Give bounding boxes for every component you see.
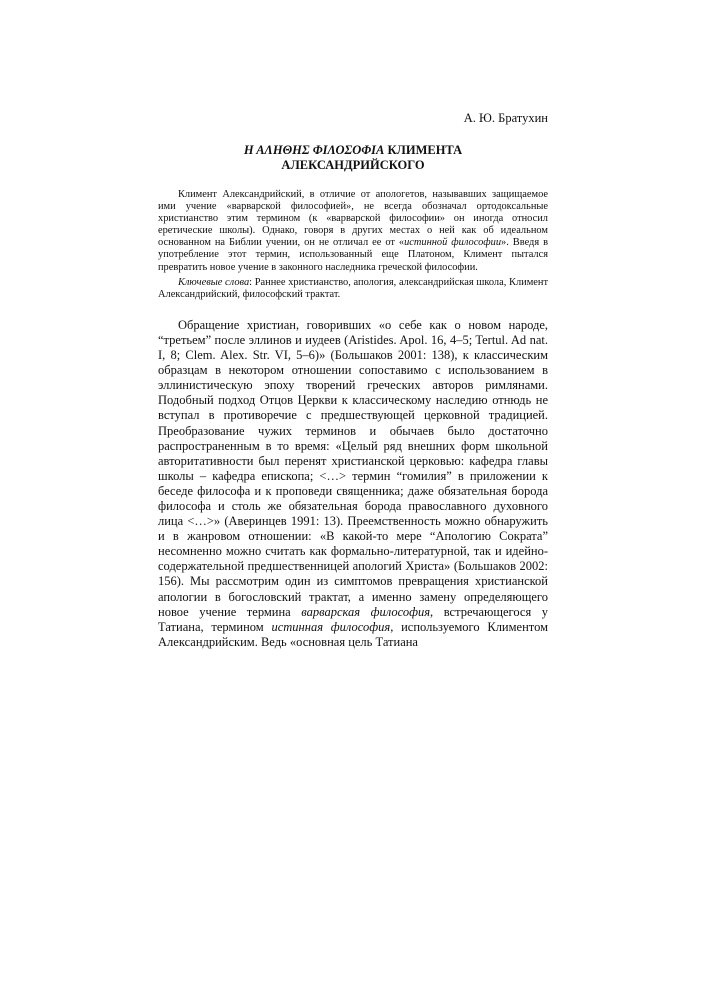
document-page: [158, 110, 548, 650]
body-text-3: , используемого Климентом Александрийским. Ведь «основная цель Татиана: [158, 619, 548, 649]
body-text-2: , встречающегося у Татиана, термином: [158, 604, 549, 634]
body-italic-2: истинная философия: [271, 619, 391, 634]
keywords-label: Ключевые слова: [178, 276, 250, 288]
title-line2: АЛЕКСАНДРИЙСКОГО: [281, 158, 425, 172]
title-greek: Η ΑΛΗΘΗΣ ΦΙΛΟΣΟΦΙΑ: [243, 143, 385, 157]
author-name: А. Ю. Братухин: [463, 111, 548, 125]
abstract-italic: истинной философии: [404, 237, 502, 249]
body-paragraph: [158, 318, 548, 650]
article-title: [158, 143, 548, 173]
title-line1-rest: КЛИМЕНТА: [384, 143, 463, 157]
body-italic-1: варварская философия: [301, 604, 431, 619]
abstract: [158, 189, 548, 274]
abstract-text-1: Климент Александрийский, в отличие от апологетов, называвших защищаемое ими учение «варварской философией», не всегда обозначал ортодоксальные христианство этим термином (к «варварской философии» он иногда относил еретические школы). Однако, говоря в других местах о ней как об идеальном основанном на Библии учении, он не отличал ее от «: [158, 189, 548, 249]
keywords-text: : Раннее христианство, апология, александрийская школа, Климент Александрийский, философский трактат.: [158, 276, 549, 300]
keywords: [158, 277, 548, 301]
abstract-text-2: ». Введя в употребление этот термин, использованный еще Платоном, Климент пытался превратить новое учение в законного наследника греческой философии.: [158, 237, 548, 273]
body-text-1: Обращение христиан, говоривших «о себе как о новом народе, “третьем” после эллинов и иудеев (Aristides. Apol. 16, 4–5; Tertul. Ad nat. I, 8; Clem. Alex. Str. VI, 5–6)» (Большаков 2001: 138), к классическим образцам в некотором отношении сопоставимо с использованием в эллинистическую эпоху творений греческих авторов римлянами. Подобный подход Отцов Церкви к классическому наследию отнюдь не вступал в противоречие с предшествующей церковной традицией. Преобразование чужих терминов и обычаев было достаточно распространенным в то время: «Целый ряд внешних форм школьной авторитативности был перенят христианской церковью: кафедра главы школы – кафедра епископа; <…> термин “гомилия” в приложении к беседе философа и к проповеди священника; даже обязательная борода философа и столь же обязательная борода православного духовного лица <…>» (Аверинцев 1991: 13). Преемственность можно обнаружить и в жанровом отношении: «В какой-то мере “Апологию Сократа” несомненно можно считать как формально-литературной, так и идейно-содержательной предшественницей апологий Христа» (Большаков 2002: 156). Мы рассмотрим один из симптомов превращения христианской апологии в богословский трактат, а именно замену определяющего новое учение термина: [158, 317, 548, 619]
